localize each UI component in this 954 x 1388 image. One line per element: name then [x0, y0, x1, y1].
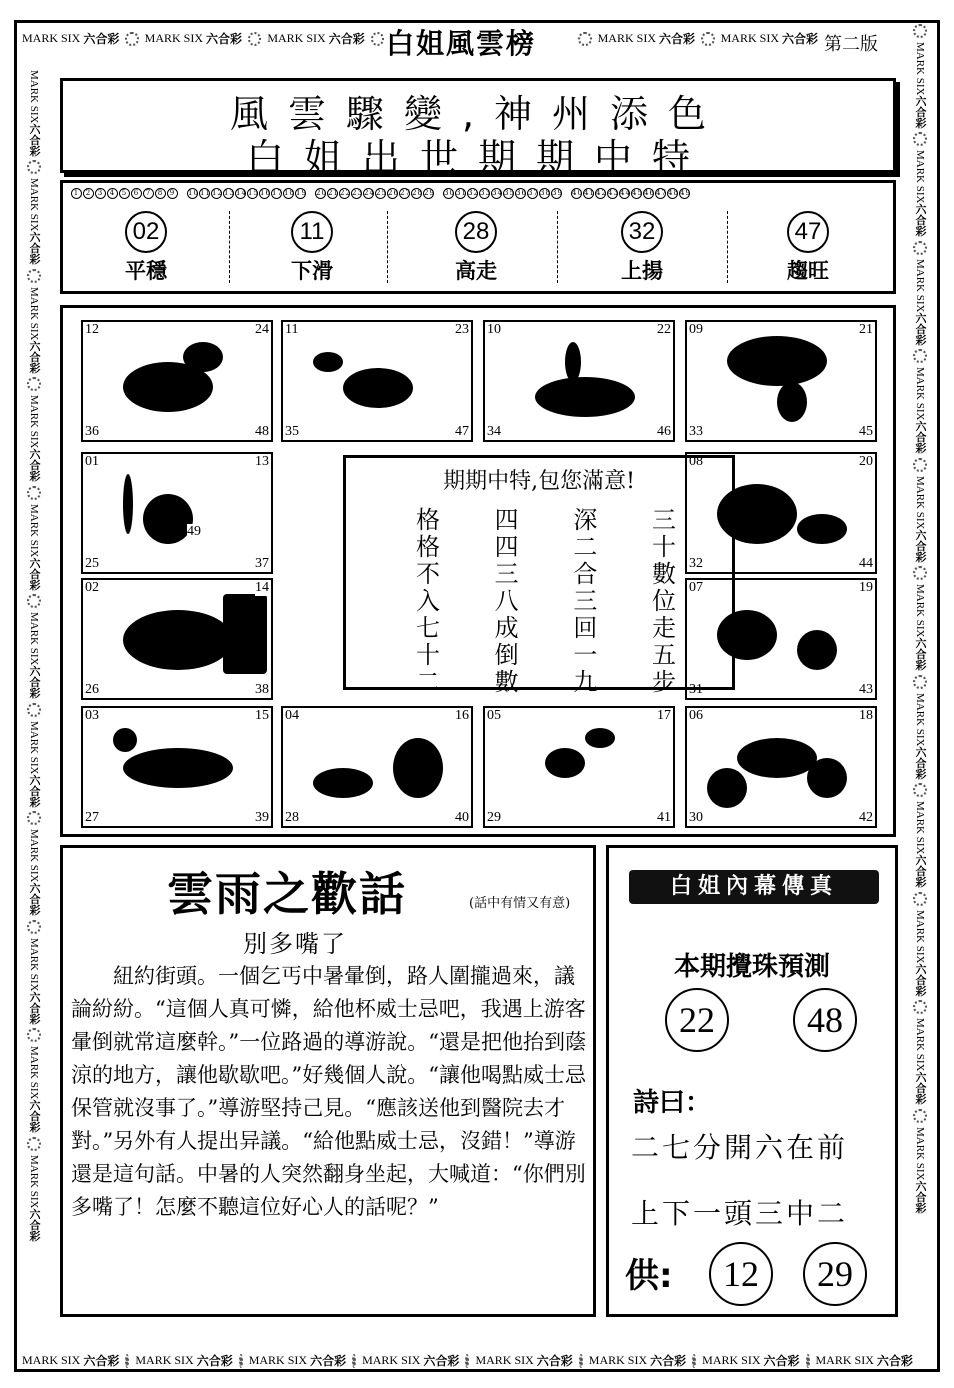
gong-number: 29 — [803, 1242, 867, 1306]
ball-number: 10 — [188, 189, 199, 197]
card-number: 41 — [657, 810, 671, 825]
verse-char: 四 — [494, 533, 519, 561]
ball-number: 25 — [376, 189, 387, 197]
card-number: 07 — [689, 580, 703, 595]
verse-char: 倒 — [494, 641, 519, 669]
card-number: 17 — [657, 708, 671, 723]
ball-number: 40 — [572, 189, 583, 197]
card-number: 21 — [859, 322, 873, 337]
card-number: 28 — [285, 810, 299, 825]
verse-char: 格 — [416, 506, 440, 534]
verse-line — [416, 662, 676, 697]
card-number: 40 — [455, 810, 469, 825]
card-number: 34 — [487, 424, 501, 439]
zodiac-picture-grid — [60, 305, 896, 837]
ball-number: 32 — [468, 189, 479, 197]
flower-icon — [27, 1137, 41, 1151]
card-number: 44 — [859, 556, 873, 571]
prediction-number: 22 — [665, 988, 729, 1052]
ball-number: 6 — [131, 188, 142, 199]
card-number: 03 — [85, 708, 99, 723]
pick-label: 下滑 — [291, 259, 333, 283]
flower-icon — [913, 349, 927, 363]
ball-number: 11 — [200, 189, 211, 197]
ball-number: 14 — [236, 189, 247, 197]
flower-icon — [27, 377, 41, 391]
picture-card — [281, 706, 473, 828]
story-body: 紐約街頭。一個乞丐中暑暈倒，路人圍攏過來，議論紛紛。“這個人真可憐，給他杯威士忌吧，我遇上游客暈倒就常這麼幹。”一位路過的導游說。“還是把他抬到蔭涼的地方，讓他歇歇吧。”好幾個人說。“讓他喝點威士忌保管就沒事了。”導游堅持己見。“應該送他到醫院去才對。”另外有人提出异議。“給他點威士忌，沒錯！”導游還是這句話。中暑的人突然翻身坐起，大喊道：“你們別多嘴了！怎麼不聽這位好心人的話呢？” — [71, 964, 586, 1219]
ball-number: 31 — [456, 189, 467, 197]
flower-icon — [701, 32, 715, 46]
flower-icon — [27, 269, 41, 283]
brand-tag-vertical: MARK SIX六合彩 — [28, 503, 41, 591]
flower-icon — [578, 32, 592, 46]
ball-number: 46 — [644, 189, 655, 197]
ball-number: 19 — [296, 189, 307, 197]
verse-char: 七 — [416, 614, 440, 642]
flower-icon — [27, 920, 41, 934]
ball-number: 44 — [620, 189, 631, 197]
right-brand-strip — [906, 24, 934, 1344]
picture-card — [483, 706, 675, 828]
ball-number: 24 — [364, 189, 375, 197]
card-number: 47 — [455, 424, 469, 439]
verse-char: 三 — [494, 560, 519, 588]
verse-char: 八 — [494, 587, 519, 615]
brand-tag-vertical: MARK SIX六合彩 — [28, 720, 41, 808]
verse-char: 數 — [651, 560, 676, 588]
ball-number: 39 — [552, 189, 563, 197]
brand-tag: MARK SIX 六合彩 — [815, 1353, 913, 1368]
story-panel — [60, 845, 596, 1317]
brand-tag-vertical: MARK SIX六合彩 — [28, 937, 41, 1025]
headline-box — [60, 78, 896, 180]
verse-char: 四 — [494, 506, 519, 534]
brand-tag: MARK SIX 六合彩 — [475, 1353, 573, 1368]
verse-heading: 期期中特,包您滿意! — [443, 469, 635, 494]
brand-tag-vertical: MARK SIX六合彩 — [28, 829, 41, 916]
ball-number-row — [71, 187, 691, 199]
card-number: 24 — [255, 322, 269, 337]
ball-number: 42 — [596, 189, 607, 197]
verse-char: 成 — [494, 614, 519, 642]
brand-tag: MARK SIX 六合彩 — [267, 31, 365, 46]
card-number: 49 — [187, 524, 201, 539]
ball-number: 4 — [107, 188, 118, 199]
pick-label: 平穩 — [125, 259, 167, 283]
top-brand-strip — [22, 30, 384, 47]
brand-tag-vertical: MARK SIX六合彩 — [914, 150, 927, 237]
card-number: 46 — [657, 424, 671, 439]
pick-number: 47 — [787, 211, 829, 253]
verse-char: 位 — [651, 587, 676, 615]
ball-number: 30 — [444, 189, 455, 197]
ball-number: 2 — [83, 188, 94, 199]
card-number: 22 — [657, 322, 671, 337]
brand-tag: MARK SIX 六合彩 — [22, 31, 120, 46]
panel-banner: 白姐內幕傳真 — [629, 870, 879, 904]
prediction-number: 48 — [793, 988, 857, 1052]
picture-card — [81, 706, 273, 828]
story-title-note: (話中有情又有意) — [469, 896, 571, 911]
picture-card — [483, 320, 675, 442]
ball-number: 3 — [95, 188, 106, 199]
pick-column — [725, 211, 891, 285]
prediction-label: 本期攪珠預測 — [673, 952, 830, 982]
brand-tag: MARK SIX 六合彩 — [135, 1353, 233, 1368]
flower-icon — [371, 32, 384, 46]
ball-number: 13 — [224, 189, 235, 197]
brand-tag: MARK SIX 六合彩 — [702, 1353, 800, 1368]
pick-column — [393, 211, 559, 285]
gong-label: 供: — [625, 1256, 673, 1296]
verse-char: 十 — [416, 641, 440, 669]
ball-number: 18 — [284, 189, 295, 197]
flower-icon — [913, 675, 927, 689]
flower-icon — [913, 566, 927, 580]
picture-card — [81, 452, 273, 574]
pick-column — [229, 211, 395, 285]
brand-tag-vertical: MARK SIX六合彩 — [914, 909, 927, 997]
card-number: 04 — [285, 708, 299, 723]
ball-number: 41 — [584, 189, 595, 197]
card-number: 39 — [255, 810, 269, 825]
ball-number: 20 — [316, 189, 327, 197]
card-number: 25 — [85, 556, 99, 571]
ball-number: 29 — [424, 189, 435, 197]
flower-icon — [27, 594, 41, 608]
card-number: 33 — [689, 424, 703, 439]
gong-number: 12 — [709, 1242, 773, 1306]
pick-label: 高走 — [455, 259, 497, 283]
card-number: 13 — [255, 454, 269, 469]
brand-tag-vertical: MARK SIX六合彩 — [914, 475, 927, 563]
brand-tag-vertical: MARK SIX六合彩 — [28, 178, 41, 265]
brand-tag: MARK SIX 六合彩 — [22, 1353, 120, 1368]
ball-number: 26 — [388, 189, 399, 197]
card-number: 45 — [859, 424, 873, 439]
headline-line-1: 風雲驟變,神州添色 — [229, 92, 727, 136]
card-number: 30 — [689, 810, 703, 825]
pick-column — [559, 211, 725, 285]
picture-card — [81, 578, 273, 700]
poem-line-1: 二七分開六在前 — [631, 1131, 849, 1164]
flower-icon — [27, 811, 41, 825]
ball-number: 35 — [504, 189, 515, 197]
flower-icon — [913, 1000, 927, 1014]
poem-label: 詩曰： — [633, 1088, 712, 1118]
verse-char: 十 — [651, 533, 676, 561]
card-number: 38 — [255, 682, 269, 697]
flower-icon — [913, 458, 927, 472]
card-number: 20 — [859, 454, 873, 469]
verse-char: 入 — [416, 587, 440, 615]
card-number: 15 — [255, 708, 269, 723]
number-strip — [60, 180, 896, 294]
brand-tag-vertical: MARK SIX六合彩 — [28, 395, 41, 482]
card-number: 11 — [285, 322, 299, 337]
picture-card — [281, 320, 473, 442]
flower-icon — [27, 1028, 41, 1042]
ball-number: 8 — [155, 188, 166, 199]
verse-char: 二 — [416, 668, 440, 696]
brand-tag-vertical: MARK SIX六合彩 — [914, 258, 927, 346]
ball-number: 22 — [340, 189, 351, 197]
verse-char: 深 — [573, 506, 598, 534]
flower-icon — [27, 160, 41, 174]
brand-tag-vertical: MARK SIX六合彩 — [914, 801, 927, 888]
ball-number: 49 — [680, 189, 691, 197]
top-brand-strip-right — [578, 30, 818, 47]
verse-char: 五 — [651, 641, 676, 669]
brand-tag: MARK SIX 六合彩 — [597, 31, 695, 46]
card-number: 09 — [689, 322, 703, 337]
verse-char: 不 — [416, 560, 440, 588]
ball-number: 48 — [668, 189, 679, 197]
story-title: 雲雨之歡話 — [167, 867, 407, 921]
headline-line-2: 白姐出世期期中特 — [245, 136, 710, 180]
edition-label: 第二版 — [824, 34, 878, 55]
brand-tag-vertical: MARK SIX六合彩 — [28, 286, 41, 374]
brand-tag-vertical: MARK SIX六合彩 — [28, 612, 41, 699]
picture-card — [685, 706, 877, 828]
brand-tag: MARK SIX 六合彩 — [248, 1353, 347, 1368]
ball-number: 21 — [328, 189, 339, 197]
brand-tag: MARK SIX 六合彩 — [720, 31, 818, 46]
ball-number: 9 — [167, 188, 178, 199]
pick-number: 28 — [455, 211, 497, 253]
verse-char: 數 — [494, 668, 519, 696]
flower-icon — [913, 1109, 927, 1123]
ball-number: 33 — [480, 189, 491, 197]
brand-tag: MARK SIX 六合彩 — [362, 1353, 460, 1368]
ball-number: 17 — [272, 189, 283, 197]
card-number: 23 — [455, 322, 469, 337]
brand-tag: MARK SIX 六合彩 — [144, 31, 243, 46]
verse-char: 回 — [573, 614, 598, 642]
brand-tag-vertical: MARK SIX六合彩 — [914, 367, 927, 454]
ball-number: 28 — [412, 189, 423, 197]
story-subtitle: 別多嘴了 — [243, 930, 347, 958]
flower-icon — [913, 132, 927, 146]
verse-char: 合 — [573, 560, 598, 588]
card-number: 32 — [689, 556, 703, 571]
pick-number: 32 — [621, 211, 663, 253]
brand-tag-vertical: MARK SIX六合彩 — [28, 70, 41, 157]
flower-icon — [27, 486, 41, 500]
card-number: 18 — [859, 708, 873, 723]
brand-tag-vertical: MARK SIX六合彩 — [914, 692, 927, 780]
brand-tag-vertical: MARK SIX六合彩 — [28, 1154, 41, 1242]
ball-number: 38 — [540, 189, 551, 197]
card-number: 06 — [689, 708, 703, 723]
ball-number: 34 — [492, 189, 503, 197]
bottom-brand-strip — [22, 1352, 913, 1369]
verse-char: 走 — [651, 614, 676, 642]
ball-number: 47 — [656, 189, 667, 197]
ball-number: 12 — [212, 189, 223, 197]
card-number: 42 — [859, 810, 873, 825]
verse-char: 三 — [651, 506, 676, 534]
pick-label: 趨旺 — [787, 259, 829, 283]
card-number: 12 — [85, 322, 99, 337]
card-number: 48 — [255, 424, 269, 439]
ball-number: 27 — [400, 189, 411, 197]
flower-icon — [239, 1354, 243, 1368]
card-number: 01 — [85, 454, 99, 469]
pick-column — [63, 211, 229, 285]
verse-char: 格 — [416, 533, 440, 561]
ball-number: 43 — [608, 189, 619, 197]
ball-number: 7 — [143, 188, 154, 199]
card-number: 35 — [285, 424, 299, 439]
ball-number: 37 — [528, 189, 539, 197]
verse-char: 九 — [573, 668, 598, 696]
flower-icon — [125, 32, 138, 46]
page-title: 白姐風雲榜 — [386, 27, 537, 60]
card-number: 26 — [85, 682, 99, 697]
ball-number: 36 — [516, 189, 527, 197]
ball-number: 5 — [119, 188, 130, 199]
flower-icon — [27, 703, 41, 717]
card-number: 02 — [85, 580, 99, 595]
ball-number: 16 — [260, 189, 271, 197]
ball-number: 1 — [71, 188, 82, 199]
card-number: 31 — [689, 682, 703, 697]
verse-char: 步 — [651, 668, 676, 696]
brand-tag-vertical: MARK SIX六合彩 — [914, 1018, 927, 1105]
pick-number: 02 — [125, 211, 167, 253]
card-number: 27 — [85, 810, 99, 825]
picture-card — [685, 320, 877, 442]
brand-tag-vertical: MARK SIX六合彩 — [914, 42, 927, 129]
card-number: 05 — [487, 708, 501, 723]
card-number: 29 — [487, 810, 501, 825]
flower-icon — [913, 783, 927, 797]
left-brand-strip — [20, 70, 48, 1360]
pick-label: 上揚 — [621, 259, 663, 283]
card-number: 10 — [487, 322, 501, 337]
brand-tag-vertical: MARK SIX六合彩 — [914, 1126, 927, 1214]
card-number: 19 — [859, 580, 873, 595]
flower-icon — [579, 1354, 583, 1368]
ball-number: 45 — [632, 189, 643, 197]
card-number: 37 — [255, 556, 269, 571]
flower-icon — [125, 1354, 129, 1368]
verse-char: 二 — [573, 533, 598, 561]
inside-info-panel — [606, 845, 898, 1317]
card-number: 43 — [859, 682, 873, 697]
flower-icon — [465, 1354, 469, 1368]
brand-tag-vertical: MARK SIX六合彩 — [28, 1046, 41, 1133]
flower-icon — [352, 1354, 356, 1368]
poem-line-2: 上下一頭三中二 — [631, 1197, 849, 1230]
picture-card — [81, 320, 273, 442]
card-number: 08 — [689, 454, 703, 469]
flower-icon — [692, 1354, 696, 1368]
pick-number: 11 — [291, 211, 333, 253]
flower-icon — [913, 241, 927, 255]
flower-icon — [248, 32, 261, 46]
brand-tag: MARK SIX 六合彩 — [588, 1353, 687, 1368]
ball-number: 23 — [352, 189, 363, 197]
flower-icon — [913, 24, 927, 38]
verse-char: 三 — [573, 587, 598, 615]
flower-icon — [806, 1354, 810, 1368]
card-number: 16 — [455, 708, 469, 723]
flower-icon — [913, 892, 927, 906]
verse-box — [343, 455, 735, 696]
card-number: 36 — [85, 424, 99, 439]
card-number: 14 — [255, 580, 269, 595]
ball-number: 15 — [248, 189, 259, 197]
brand-tag-vertical: MARK SIX六合彩 — [914, 584, 927, 671]
verse-char: 一 — [573, 641, 598, 669]
